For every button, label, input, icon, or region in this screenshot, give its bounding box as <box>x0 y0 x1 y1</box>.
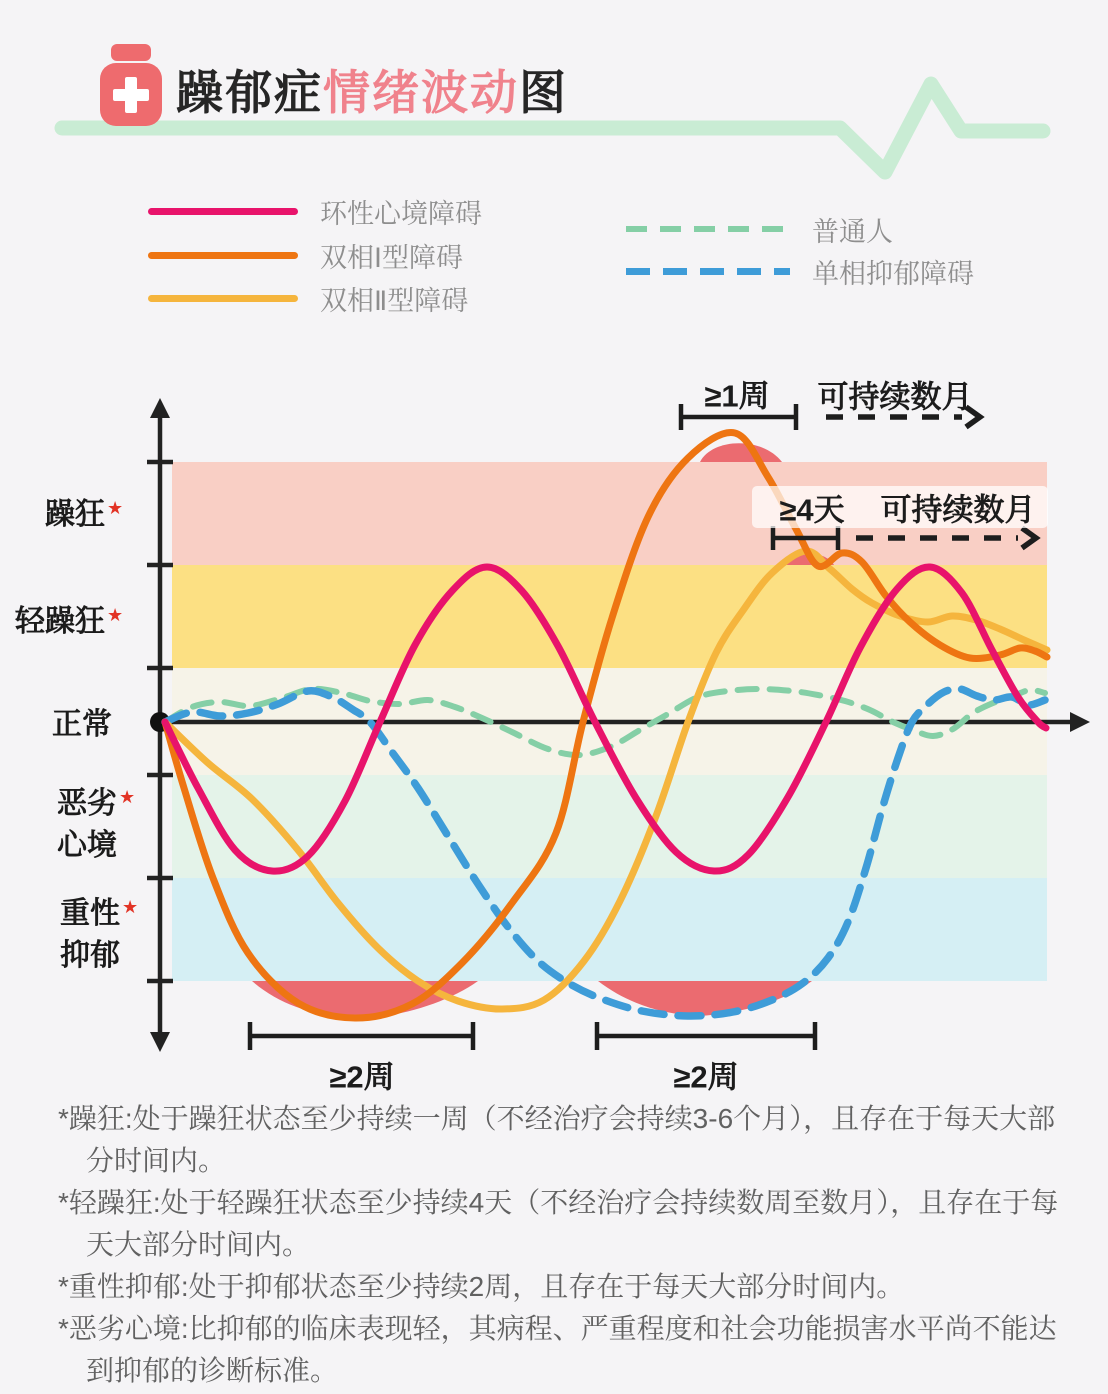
footnote: *恶劣心境:比抑郁的临床表现轻，其病程、严重程度和社会功能损害水平尚不能达到抑郁的诊断标准。 <box>58 1313 1057 1386</box>
annotation-hypomania-duration: ≥4天 <box>779 492 845 528</box>
legend-label: 环性心境障碍 <box>320 198 482 229</box>
legend-label: 单相抑郁障碍 <box>812 258 974 289</box>
unipolar-dash-swatch <box>626 268 790 275</box>
depression-band <box>172 878 1047 981</box>
normal-person-dash-swatch <box>626 226 790 232</box>
footnote-star-icon: ★ <box>119 787 136 807</box>
footnote: *重性抑郁:处于抑郁状态至少持续2周，且存在于每天大部分时间内。 <box>58 1271 905 1302</box>
annotation-depression-duration-2: ≥2周 <box>673 1059 739 1095</box>
legend-item-unipolar <box>626 254 974 288</box>
y-axis-up-arrow-icon <box>150 398 170 418</box>
legend-item-bipolar2 <box>148 281 468 315</box>
legend-item-cyclothymia <box>148 194 482 228</box>
x-axis-arrow-icon <box>1070 712 1090 732</box>
footnote: *躁狂:处于躁狂状态至少持续一周（不经治疗会持续3-6个月），且存在于每天大部分时间内。 <box>58 1103 1056 1176</box>
legend-label: 双相Ⅰ型障碍 <box>320 242 463 273</box>
annotation-depression-duration-1: ≥2周 <box>329 1059 395 1095</box>
legend-label: 普通人 <box>812 216 893 247</box>
legend-item-bipolar1 <box>148 238 463 272</box>
y-label-normal: 正常 <box>52 708 112 741</box>
page-title <box>176 56 568 123</box>
annotation-mania-duration: ≥1周 <box>704 378 770 414</box>
y-axis-down-arrow-icon <box>150 1032 170 1052</box>
bipolar1-line-swatch <box>148 252 298 259</box>
legend-label: 双相Ⅱ型障碍 <box>320 285 469 316</box>
bracket-2weeks-2 <box>597 1022 815 1050</box>
footnote-star-icon: ★ <box>122 897 139 917</box>
footnotes <box>58 1098 1060 1392</box>
depression-fill-bipolar1 <box>252 981 478 1018</box>
y-label-mania: 躁狂 ★ <box>45 498 124 531</box>
title-accent: 情绪波动 <box>323 66 519 119</box>
footnote-star-icon: ★ <box>107 498 124 518</box>
title-black-2: 图 <box>519 66 568 119</box>
title-black-1: 躁郁症 <box>176 66 323 119</box>
depression-fill-unipolar <box>598 981 812 1016</box>
bracket-2weeks-1 <box>250 1022 473 1050</box>
annotation-mania-persist: 可持续数月 <box>817 379 973 415</box>
y-label-hypomania: 轻躁狂 ★ <box>15 605 124 638</box>
legend-item-normal-person <box>626 212 893 246</box>
annotation-hypomania-persist: 可持续数月 <box>880 492 1036 528</box>
medicine-bottle-icon <box>99 42 163 128</box>
y-label-dysthymia: 恶劣 ★ 心境 <box>57 787 136 862</box>
y-label-major-depression: 重性 ★ 抑郁 <box>60 897 139 972</box>
cyclothymia-line-swatch <box>148 208 298 215</box>
bipolar2-line-swatch <box>148 295 298 302</box>
footnote-star-icon: ★ <box>107 605 124 625</box>
footnote: *轻躁狂:处于轻躁狂状态至少持续4天（不经治疗会持续数周至数月），且存在于每天大部分时间内。 <box>58 1187 1059 1260</box>
mania-exceed-fill <box>700 443 782 462</box>
